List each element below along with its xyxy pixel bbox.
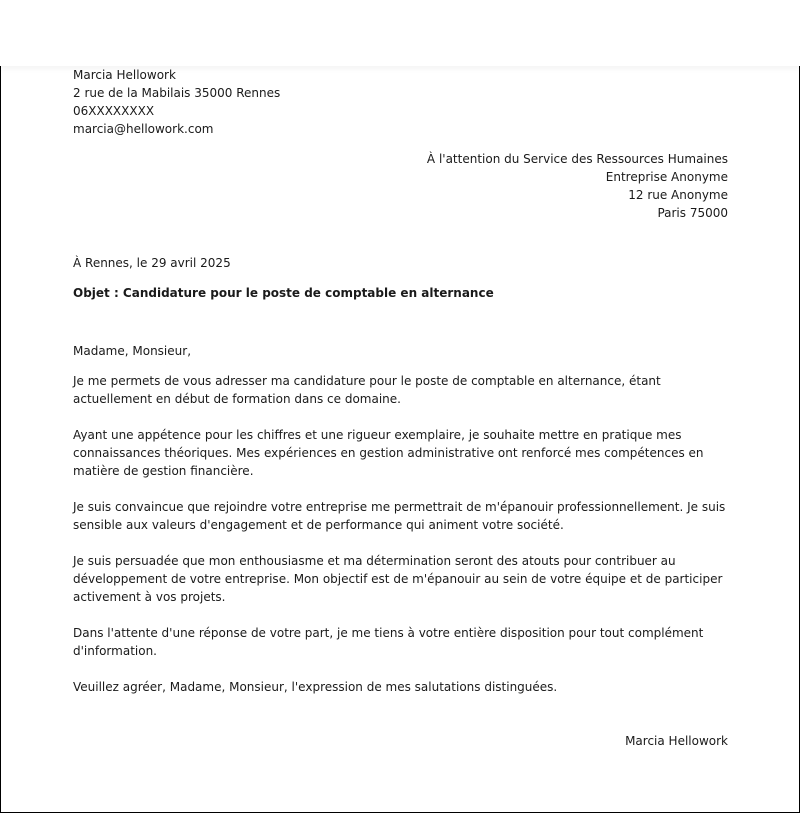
sender-email: marcia@hellowork.com — [73, 122, 214, 136]
top-bar — [0, 0, 800, 66]
letter-paragraph: Ayant une appétence pour les chiffres et une rigueur exemplaire, je souhaite mettre en pratique mes connaissances théoriques. Mes expériences en gestion administrative ont renforcé mes compétences en matière de gestion financière. — [73, 428, 704, 478]
letter-paragraph: Je me permets de vous adresser ma candidature pour le poste de comptable en alternance, étant actuellement en début de formation dans ce domaine. — [73, 374, 661, 406]
sender-name: Marcia Hellowork — [73, 68, 176, 82]
letter-paragraph: Je suis persuadée que mon enthousiasme et ma détermination seront des atouts pour contribuer au développement de votre entreprise. Mon objectif est de m'épanouir au sein de votre équipe et de participer activement à vos projets. — [73, 554, 723, 604]
letter-date: À Rennes, le 29 avril 2025 — [73, 256, 231, 270]
sender-phone: 06XXXXXXXX — [73, 104, 155, 118]
letter-paragraph: Je suis convaincue que rejoindre votre entreprise me permettrait de m'épanouir professionnellement. Je suis sensible aux valeurs d'engagement et de performance qui animent votre société. — [73, 500, 726, 532]
recipient-attention: À l'attention du Service des Ressources Humaines — [426, 152, 728, 166]
letter-subject: Objet : Candidature pour le poste de comptable en alternance — [73, 286, 494, 300]
letter-salutation: Madame, Monsieur, — [73, 344, 192, 358]
letter-closing: Veuillez agréer, Madame, Monsieur, l'expression de mes salutations distinguées. — [73, 680, 558, 694]
letter-signature: Marcia Hellowork — [625, 734, 728, 748]
recipient-company: Entreprise Anonyme — [605, 170, 728, 184]
recipient-street: 12 rue Anonyme — [628, 188, 728, 202]
letter-page — [0, 66, 800, 813]
recipient-city: Paris 75000 — [657, 206, 728, 220]
sender-address: 2 rue de la Mabilais 35000 Rennes — [73, 86, 281, 100]
letter-paragraph: Dans l'attente d'une réponse de votre part, je me tiens à votre entière disposition pour tout complément d'information. — [73, 626, 704, 658]
